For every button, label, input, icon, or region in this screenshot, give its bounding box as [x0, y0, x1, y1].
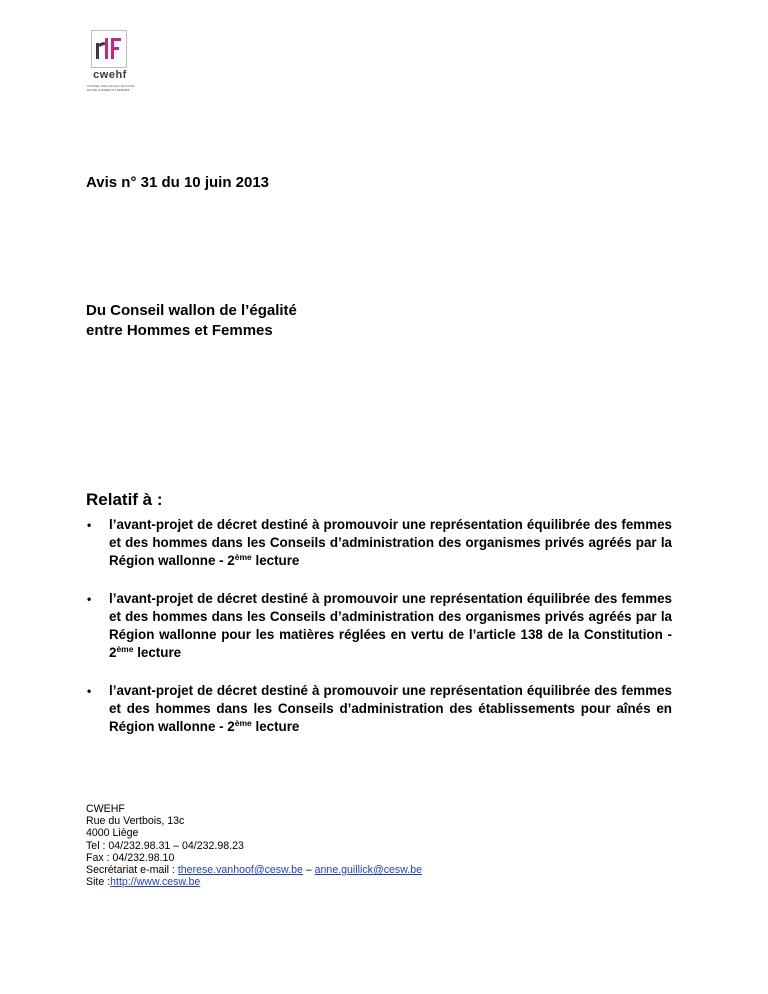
bullet-icon: • [87, 592, 92, 606]
council-line-1: Du Conseil wallon de l’égalité [86, 302, 297, 319]
list-item [86, 682, 672, 736]
footer-fax: Fax : 04/232.98.10 [86, 851, 175, 864]
bullet-icon: • [87, 684, 92, 698]
footer-email-line [86, 864, 422, 876]
footer-street: Rue du Vertbois, 13c [86, 815, 185, 828]
email-link-2[interactable]: anne.guillick@cesw.be [314, 864, 422, 877]
logo-mark-icon [94, 35, 124, 63]
contact-footer [86, 803, 422, 888]
footer-city: 4000 Liège [86, 827, 139, 840]
item-superscript: ème [234, 552, 252, 562]
item-text: l’avant-projet de décret destiné à promouvoir une représentation équilibrée des femmes et des hommes dans les Conseils d’administration des établissements pour aînés en Région wallonne - 2 [109, 683, 672, 734]
footer-site-line [86, 876, 422, 888]
item-tail: lecture [251, 719, 300, 734]
subject-list [86, 516, 672, 756]
item-superscript: ème [116, 644, 134, 654]
avis-title: Avis n° 31 du 10 juin 2013 [86, 174, 270, 191]
footer-tel: Tel : 04/232.98.31 – 04/232.98.23 [86, 839, 244, 852]
item-text: l’avant-projet de décret destiné à promouvoir une représentation équilibrée des femmes et des hommes dans les Conseils d’administration des organismes privés agréés par la Région wallonne - 2 [109, 517, 672, 568]
item-tail: lecture [251, 553, 300, 568]
site-label: Site : [86, 876, 111, 889]
email-link-1[interactable]: therese.vanhoof@cesw.be [177, 864, 303, 877]
item-text: l’avant-projet de décret destiné à promouvoir une représentation équilibrée des femmes et des hommes dans les Conseils d’administration des organismes privés agréés par la Région wallonne pour les matières réglées en vertu de l’article 138 de la Constitution - 2 [109, 591, 672, 660]
bullet-icon: • [87, 518, 92, 532]
relatif-heading: Relatif à : [86, 490, 163, 509]
cwehf-logo [85, 30, 135, 96]
list-item [86, 590, 672, 662]
email-separator: – [302, 864, 315, 877]
list-item [86, 516, 672, 570]
logo-subtitle: CONSEIL WALLON DE L'ÉGALITÉ ENTRE HOMMES ET FEMMES [87, 84, 135, 92]
item-tail: lecture [133, 645, 182, 660]
logo-wordmark: cwehf [93, 69, 127, 81]
footer-org: CWEHF [86, 803, 125, 815]
site-link[interactable]: http://www.cesw.be [110, 876, 201, 889]
logo-mark [91, 30, 127, 68]
council-name [86, 301, 297, 341]
item-superscript: ème [234, 718, 252, 728]
council-line-2: entre Hommes et Femmes [86, 322, 273, 339]
email-label: Secrétariat e-mail : [86, 864, 178, 877]
